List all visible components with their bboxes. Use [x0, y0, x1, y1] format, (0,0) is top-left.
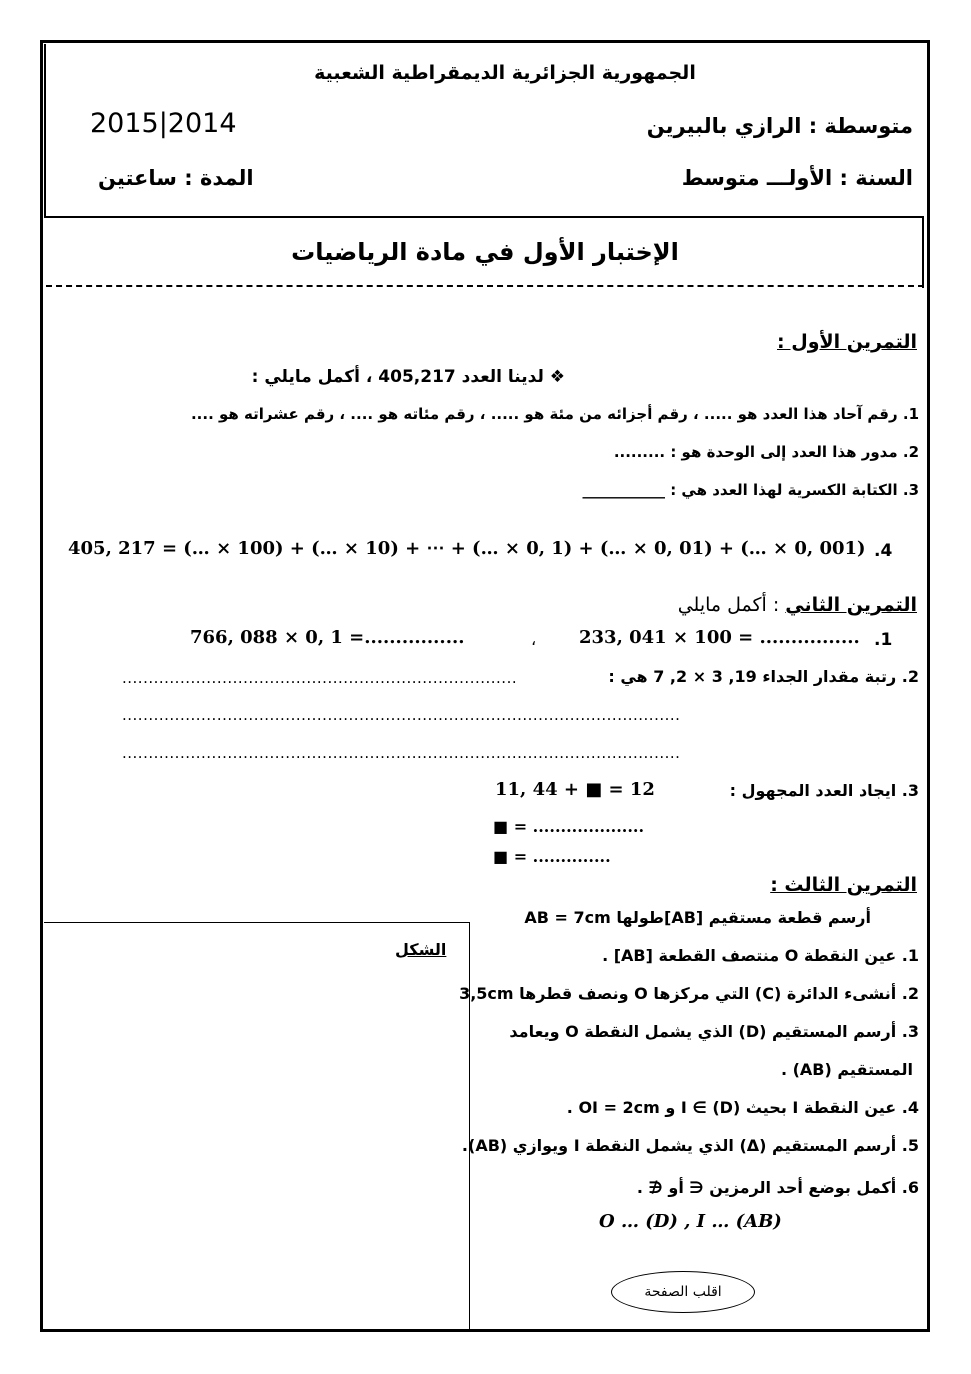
exam-duration: المدة : ساعتين: [98, 166, 254, 190]
ex2-item-1-a: 233, 041 × 100 = ................: [579, 627, 860, 648]
ex1-item-4-num: .4: [874, 541, 893, 561]
school-name: متوسطة : الرازي بالبيرين: [646, 114, 913, 138]
ex3-intro: أرسم قطعة مستقيم [AB]طولها AB = 7cm: [524, 908, 871, 927]
ex2-item-1-num: .1: [874, 630, 893, 650]
answer-dots-3: ..........................................................................................................: [122, 744, 681, 762]
ex3-item-5: 5. أرسم المستقيم (Δ) الذي يشمل النقطة I ويوازي (AB).: [461, 1136, 919, 1155]
ex3-item-6: 6. أكمل بوضع أحد الرمزين ∈ أو ∉ .: [636, 1178, 919, 1197]
ex3-item-3-cont: المستقيم (AB) .: [780, 1060, 913, 1079]
ex2-item-3-equation: 11, 44 + ■ = 12: [495, 779, 655, 800]
dashed-separator: [46, 285, 924, 287]
ex2-unknown-line-b: ■ = ..............: [493, 847, 611, 866]
ex2-title-suffix: : أكمل مايلي: [677, 594, 780, 616]
ex2-item-1-separator: ،: [531, 630, 537, 649]
ex1-intro: ❖ لدينا العدد 405,217 ، أكمل مايلي :: [251, 367, 565, 387]
grade-level: السنة : الأولـــ متوسط: [681, 166, 913, 190]
ex3-symbols-line: O … (D) , I … (AB): [599, 1211, 782, 1232]
ex3-item-1: 1. عين النقطة O منتصف القطعة [AB] .: [602, 946, 919, 965]
ex2-item-2: 2. رتبة مقدار الجداء 19, 3 × 2, 7 هي :: [608, 667, 919, 686]
ex2-item-1-b: 766, 088 × 0, 1 =................: [190, 627, 465, 648]
ex1-item-2: 2. مدور هذا العدد إلى الوحدة هو : .........: [613, 443, 919, 461]
turn-page-note: اقلب الصفحة: [611, 1271, 755, 1313]
ex1-item-3: 3. الكتابة الكسرية لهذا العدد هي : ___________: [582, 481, 919, 499]
ex1-item-1: 1. رقم آحاد هذا العدد هو ..... ، رقم أجزائه من مئة هو ..... ، رقم مئاته هو .... ، رقم عشراته هو ....: [190, 405, 919, 423]
school-year: 2015|2014: [90, 108, 237, 139]
ex3-item-4: 4. عين النقطة I بحيث I ∈ (D) و OI = 2cm .: [566, 1098, 919, 1117]
ex2-item-3: 3. ايجاد العدد المجهول :: [729, 781, 919, 800]
figure-box: [44, 922, 470, 1332]
answer-dots-2: ..........................................................................................................: [122, 706, 681, 724]
figure-label: الشكل: [395, 940, 447, 959]
ex2-title: التمرين الثاني: [785, 594, 917, 616]
republic-line: الجمهورية الجزائرية الديمقراطية الشعبية: [314, 62, 696, 84]
ex2-heading: [678, 594, 917, 616]
ex3-item-2: 2. أنشىء الدائرة (C) التي مركزها O ونصف قطرها 3,5cm: [459, 984, 919, 1003]
header-left-rule: [44, 44, 46, 216]
ex1-title: التمرين الأول :: [777, 331, 917, 353]
ex3-title: التمرين الثالث :: [770, 874, 917, 896]
ex2-unknown-line-a: ■ = ....................: [493, 817, 645, 836]
ex1-item-4-expression: 405, 217 = (… × 100) + (… × 10) + ⋯ + (… × 0, 1) + (… × 0, 01) + (… × 0, 001): [68, 538, 866, 559]
exam-title: الإختبار الأول في مادة الرياضيات: [291, 238, 679, 266]
ex3-item-3: 3. أرسم المستقيم (D) الذي يشمل النقطة O ويعامد: [509, 1022, 919, 1041]
answer-dots-1: ...........................................................................: [122, 669, 518, 687]
